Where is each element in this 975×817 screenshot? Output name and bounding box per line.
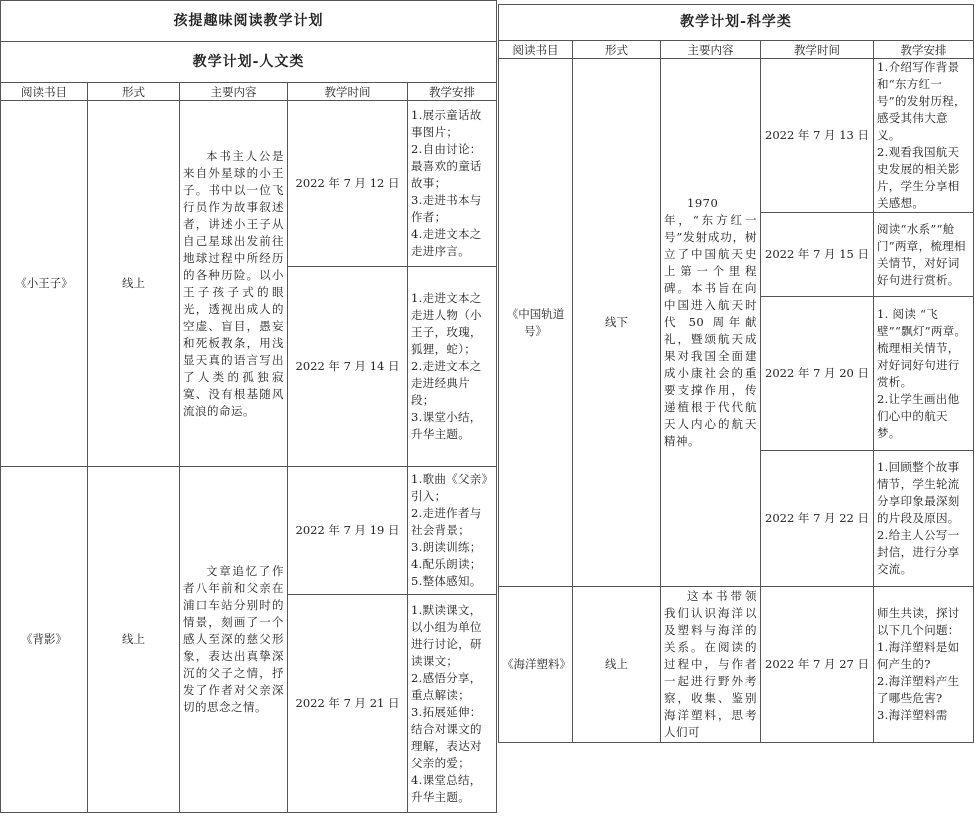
session-plan: 师生共读，探讨以下几个问题： 1.海洋塑料是如何产生的? 2.海洋塑料产生了哪些危害? 3.海洋塑料需 [874, 587, 974, 743]
book-content: 这本书带领我们认识海洋以及塑料与海洋的关系。在阅读的过程中，与作者一起进行野外考察，收集、鉴别海洋塑料，思考人们可 [661, 587, 761, 743]
header-book: 阅读书目 [1, 83, 88, 101]
header-form: 形式 [573, 41, 661, 59]
book-name: 《海洋塑料》 [499, 587, 573, 743]
header-arrangement: 教学安排 [408, 83, 497, 101]
session-date: 2022 年 7 月 21 日 [288, 595, 408, 813]
session-plan: 1.默读课文，以小组为单位进行讨论，研读课文； 2.感悟分享，重点解读； 3.拓展延伸：结合对课文的理解，表达对父亲的爱； 4.课堂总结，升华主题。 [408, 595, 497, 813]
session-plan: 阅读“水系”“舱门”两章，梳理相关情节，对好词好句进行赏析。 [874, 213, 974, 297]
humanities-subtitle: 教学计划-人文类 [1, 42, 497, 83]
book-content: 本书主人公是来自外星球的小王子。书中以一位飞行员作为故事叙述者，讲述小王子从自己星球出发前往地球过程中所经历的各种历险。以小王子孩子式的眼光，透视出成人的空虚、盲目，愚妄和死板教条，用浅显天真的语言写出了人类的孤独寂寞、没有根基随风流浪的命运。 [180, 101, 288, 467]
session-date: 2022 年 7 月 13 日 [761, 59, 874, 213]
book-name: 《中国轨道号》 [499, 59, 573, 587]
header-time: 教学时间 [761, 41, 874, 59]
book-form: 线上 [88, 101, 180, 467]
book-name: 《小王子》 [1, 101, 88, 467]
header-book: 阅读书目 [499, 41, 573, 59]
book-content: 1970 年，“东方红一号”发射成功，树立了中国航天史上第一个里程碑。本书旨在向中国进入航天时代 50 周年献礼，暨颂航天成果对我国全面建成小康社会的重要支撑作用，传递植根于代代航天人内心的航天精神。 [661, 59, 761, 587]
main-title: 孩提趣味阅读教学计划 [1, 1, 497, 42]
science-plan-table [498, 4, 974, 743]
session-date: 2022 年 7 月 20 日 [761, 297, 874, 451]
session-plan: 1.展示童话故事图片； 2.自由讨论：最喜欢的童话故事； 3.走进书本与作者； 4.走进文本之走进序言。 [408, 101, 497, 267]
session-date: 2022 年 7 月 12 日 [288, 101, 408, 267]
table-row [499, 59, 974, 213]
book-form: 线上 [88, 467, 180, 813]
session-plan: 1.回顾整个故事情节，学生轮流分享印象最深刻的片段及原因。 2.给主人公写一封信，进行分享交流。 [874, 451, 974, 587]
book-form: 线下 [573, 59, 661, 587]
session-date: 2022 年 7 月 22 日 [761, 451, 874, 587]
session-plan: 1.歌曲《父亲》引入； 2.走进作者与社会背景； 3.朗读训练； 4.配乐朗读； 5.整体感知。 [408, 467, 497, 595]
header-content: 主要内容 [180, 83, 288, 101]
session-date: 2022 年 7 月 15 日 [761, 213, 874, 297]
book-name: 《背影》 [1, 467, 88, 813]
session-plan: 1.走进文本之走进人物（小王子，玫瑰，狐狸，蛇）； 2.走进文本之走进经典片段； 3.课堂小结，升华主题。 [408, 267, 497, 467]
header-form: 形式 [88, 83, 180, 101]
session-plan: 1. 阅读 “飞壁”“飘灯”两章。梳理相关情节，对好词好句进行赏析。 2.让学生画出他们心中的航天梦。 [874, 297, 974, 451]
table-row [499, 587, 974, 743]
science-title: 教学计划-科学类 [499, 5, 974, 41]
table-row [1, 101, 497, 267]
table-row [1, 467, 497, 595]
session-plan: 1.介绍写作背景和“东方红一号”的发射历程，感受其伟大意义。 2.观看我国航天史发展的相关影片，学生分享相关感想。 [874, 59, 974, 213]
session-date: 2022 年 7 月 19 日 [288, 467, 408, 595]
session-date: 2022 年 7 月 27 日 [761, 587, 874, 743]
book-content: 文章追忆了作者八年前和父亲在浦口车站分别时的情景，刻画了一个感人至深的慈父形象，表达出真挚深沉的父子之情，抒发了作者对父亲深切的思念之情。 [180, 467, 288, 813]
book-form: 线上 [573, 587, 661, 743]
header-arrangement: 教学安排 [874, 41, 974, 59]
session-date: 2022 年 7 月 14 日 [288, 267, 408, 467]
header-content: 主要内容 [661, 41, 761, 59]
header-time: 教学时间 [288, 83, 408, 101]
